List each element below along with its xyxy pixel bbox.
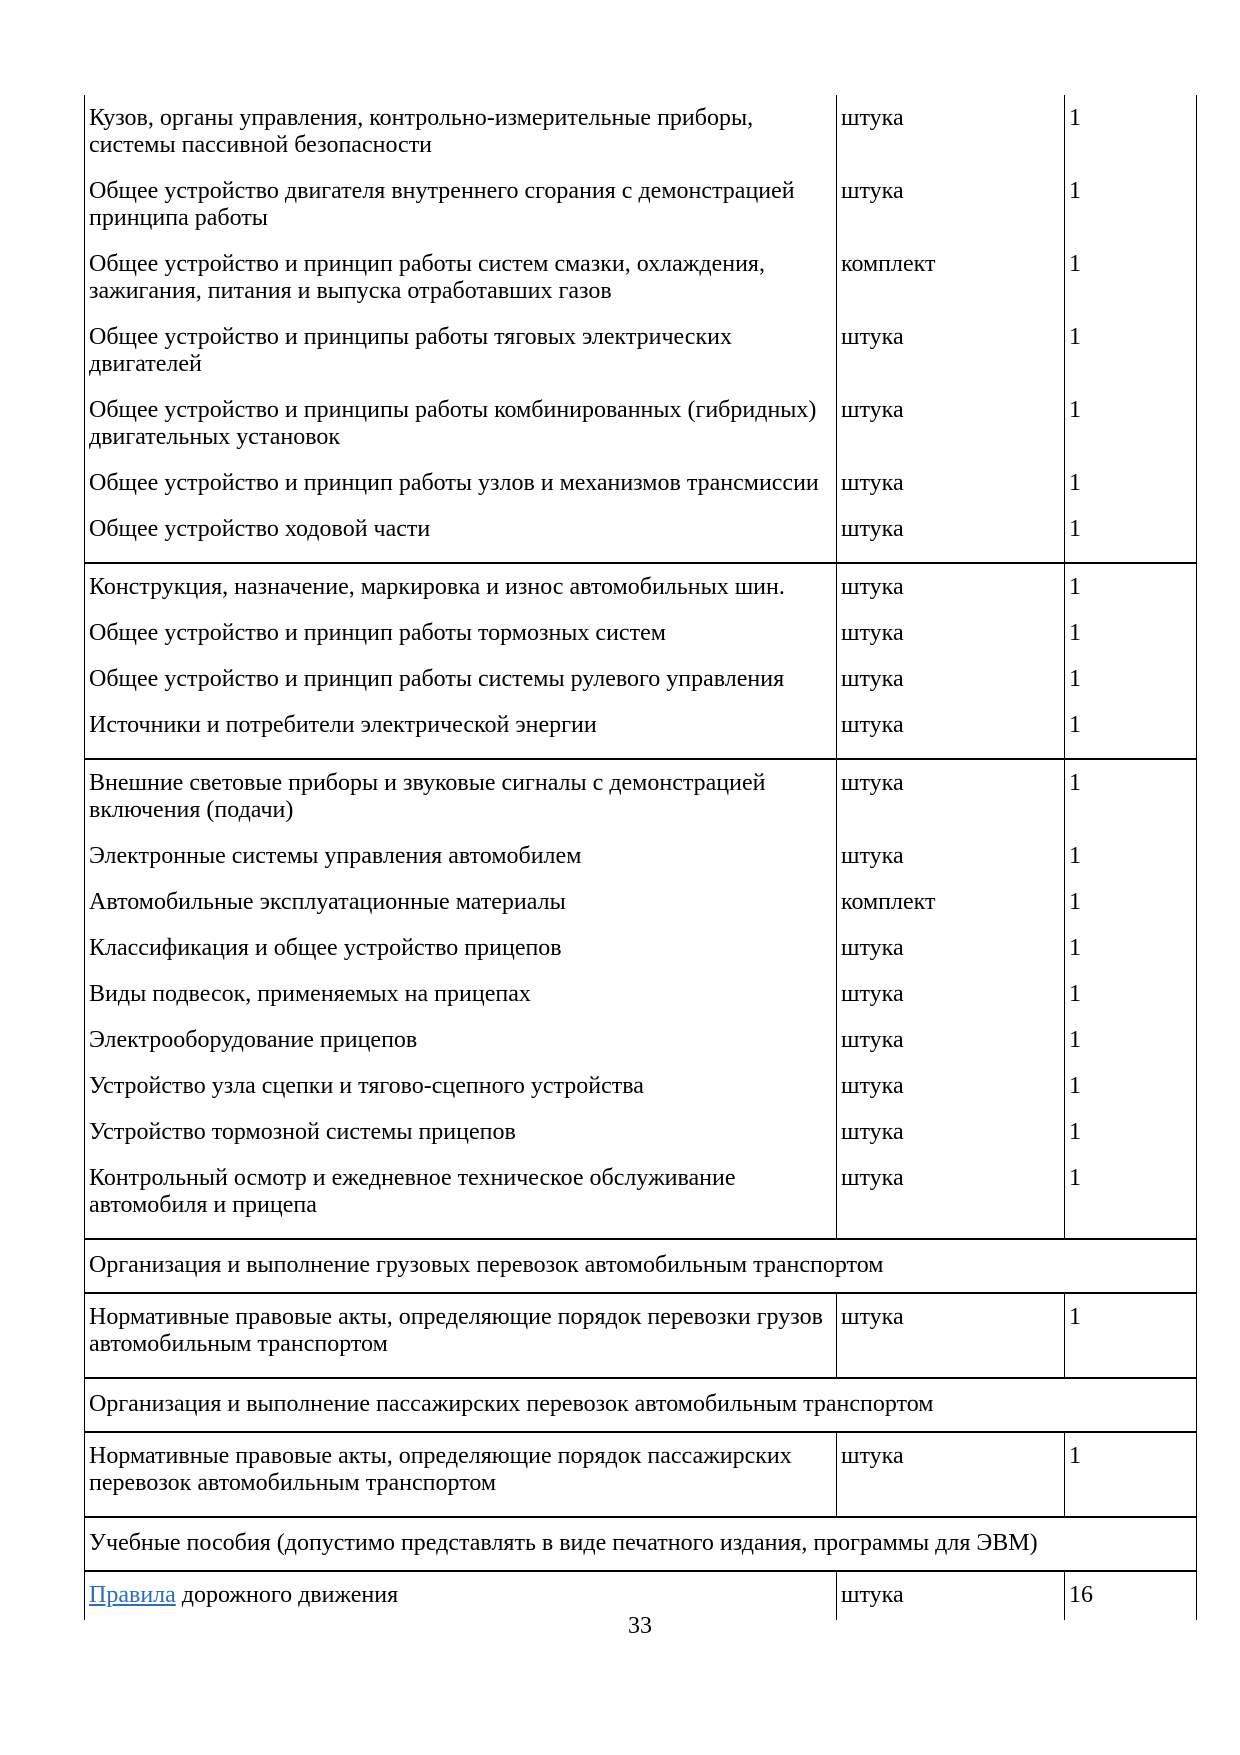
item-unit: штука xyxy=(837,935,1065,981)
item-qty: 1 xyxy=(1065,397,1197,470)
item-qty: 1 xyxy=(1065,889,1197,935)
item-qty: 1 xyxy=(1065,759,1197,843)
item-name: Автомобильные эксплуатационные материалы xyxy=(85,889,837,935)
item-name: Виды подвесок, применяемых на прицепах xyxy=(85,981,837,1027)
table-row xyxy=(85,1073,1197,1119)
item-qty: 1 xyxy=(1065,563,1197,620)
item-name: Правила дорожного движения xyxy=(85,1571,837,1620)
item-name: Кузов, органы управления, контрольно-измерительные приборы, системы пассивной безопасности xyxy=(85,95,837,178)
item-qty: 1 xyxy=(1065,324,1197,397)
item-qty: 1 xyxy=(1065,178,1197,251)
table-row xyxy=(85,324,1197,397)
item-name: Электронные системы управления автомобилем xyxy=(85,843,837,889)
table-row xyxy=(85,1432,1197,1517)
item-qty: 1 xyxy=(1065,712,1197,759)
item-qty: 1 xyxy=(1065,470,1197,516)
item-qty: 1 xyxy=(1065,1073,1197,1119)
table-row xyxy=(85,470,1197,516)
item-unit: штука xyxy=(837,620,1065,666)
table-row xyxy=(85,95,1197,178)
table-row xyxy=(85,563,1197,620)
item-qty: 1 xyxy=(1065,981,1197,1027)
item-unit: комплект xyxy=(837,889,1065,935)
table-row xyxy=(85,759,1197,843)
item-qty: 1 xyxy=(1065,666,1197,712)
item-name: Общее устройство и принцип работы узлов и механизмов трансмиссии xyxy=(85,470,837,516)
item-unit: штука xyxy=(837,470,1065,516)
table-row xyxy=(85,516,1197,563)
item-unit: штука xyxy=(837,516,1065,563)
pravila-link[interactable]: Правила xyxy=(89,1582,176,1608)
table-row xyxy=(85,889,1197,935)
item-unit: штука xyxy=(837,95,1065,178)
item-name: Общее устройство и принцип работы системы рулевого управления xyxy=(85,666,837,712)
item-unit: штука xyxy=(837,1073,1065,1119)
item-unit: штука xyxy=(837,1432,1065,1517)
item-name: Источники и потребители электрической энергии xyxy=(85,712,837,759)
item-qty: 1 xyxy=(1065,843,1197,889)
item-qty: 1 xyxy=(1065,251,1197,324)
item-name: Устройство узла сцепки и тягово-сцепного устройства xyxy=(85,1073,837,1119)
item-unit: комплект xyxy=(837,251,1065,324)
item-name: Устройство тормозной системы прицепов xyxy=(85,1119,837,1165)
item-unit: штука xyxy=(837,759,1065,843)
item-unit: штука xyxy=(837,1293,1065,1378)
item-unit: штука xyxy=(837,397,1065,470)
item-name: Общее устройство ходовой части xyxy=(85,516,837,563)
item-unit: штука xyxy=(837,1027,1065,1073)
section-title: Организация и выполнение пассажирских перевозок автомобильным транспортом xyxy=(85,1378,1197,1432)
item-unit: штука xyxy=(837,981,1065,1027)
section-row xyxy=(85,1517,1197,1571)
item-unit: штука xyxy=(837,1119,1065,1165)
item-unit: штука xyxy=(837,178,1065,251)
table-row xyxy=(85,251,1197,324)
item-name: Внешние световые приборы и звуковые сигналы с демонстрацией включения (подачи) xyxy=(85,759,837,843)
item-name: Общее устройство и принцип работы систем смазки, охлаждения, зажигания, питания и выпуска отработавших газов xyxy=(85,251,837,324)
item-unit: штука xyxy=(837,324,1065,397)
table-row xyxy=(85,1027,1197,1073)
item-qty: 1 xyxy=(1065,1293,1197,1378)
table-row xyxy=(85,1119,1197,1165)
section-row xyxy=(85,1378,1197,1432)
item-name: Конструкция, назначение, маркировка и износ автомобильных шин. xyxy=(85,563,837,620)
table-row xyxy=(85,843,1197,889)
item-name: Нормативные правовые акты, определяющие порядок перевозки грузов автомобильным транспортом xyxy=(85,1293,837,1378)
table-row xyxy=(85,397,1197,470)
table-row xyxy=(85,712,1197,759)
section-row xyxy=(85,1239,1197,1293)
item-qty: 16 xyxy=(1065,1571,1197,1620)
item-qty: 1 xyxy=(1065,1119,1197,1165)
item-unit: штука xyxy=(837,1165,1065,1239)
item-unit: штука xyxy=(837,712,1065,759)
section-title: Учебные пособия (допустимо представлять в виде печатного издания, программы для ЭВМ) xyxy=(85,1517,1197,1571)
table-row xyxy=(85,981,1197,1027)
item-qty: 1 xyxy=(1065,620,1197,666)
table-row xyxy=(85,1165,1197,1239)
item-name: Контрольный осмотр и ежедневное техническое обслуживание автомобиля и прицепа xyxy=(85,1165,837,1239)
table-row xyxy=(85,935,1197,981)
item-name: Общее устройство и принципы работы тяговых электрических двигателей xyxy=(85,324,837,397)
page-number: 33 xyxy=(628,1613,652,1639)
item-name: Нормативные правовые акты, определяющие порядок пассажирских перевозок автомобильным транспортом xyxy=(85,1432,837,1517)
item-name: Общее устройство двигателя внутреннего сгорания с демонстрацией принципа работы xyxy=(85,178,837,251)
item-qty: 1 xyxy=(1065,1027,1197,1073)
item-name: Общее устройство и принципы работы комбинированных (гибридных) двигательных установок xyxy=(85,397,837,470)
item-unit: штука xyxy=(837,563,1065,620)
item-unit: штука xyxy=(837,666,1065,712)
item-qty: 1 xyxy=(1065,95,1197,178)
table-row xyxy=(85,178,1197,251)
item-qty: 1 xyxy=(1065,935,1197,981)
item-unit: штука xyxy=(837,1571,1065,1620)
item-name: Электрооборудование прицепов xyxy=(85,1027,837,1073)
table-row xyxy=(85,1293,1197,1378)
section-title: Организация и выполнение грузовых перевозок автомобильным транспортом xyxy=(85,1239,1197,1293)
item-qty: 1 xyxy=(1065,1165,1197,1239)
table-row xyxy=(85,666,1197,712)
equipment-table xyxy=(84,95,1197,1620)
table-row xyxy=(85,620,1197,666)
item-name: Общее устройство и принцип работы тормозных систем xyxy=(85,620,837,666)
item-unit: штука xyxy=(837,843,1065,889)
item-qty: 1 xyxy=(1065,1432,1197,1517)
item-name: Классификация и общее устройство прицепов xyxy=(85,935,837,981)
item-qty: 1 xyxy=(1065,516,1197,563)
equipment-table-body xyxy=(85,95,1197,1620)
